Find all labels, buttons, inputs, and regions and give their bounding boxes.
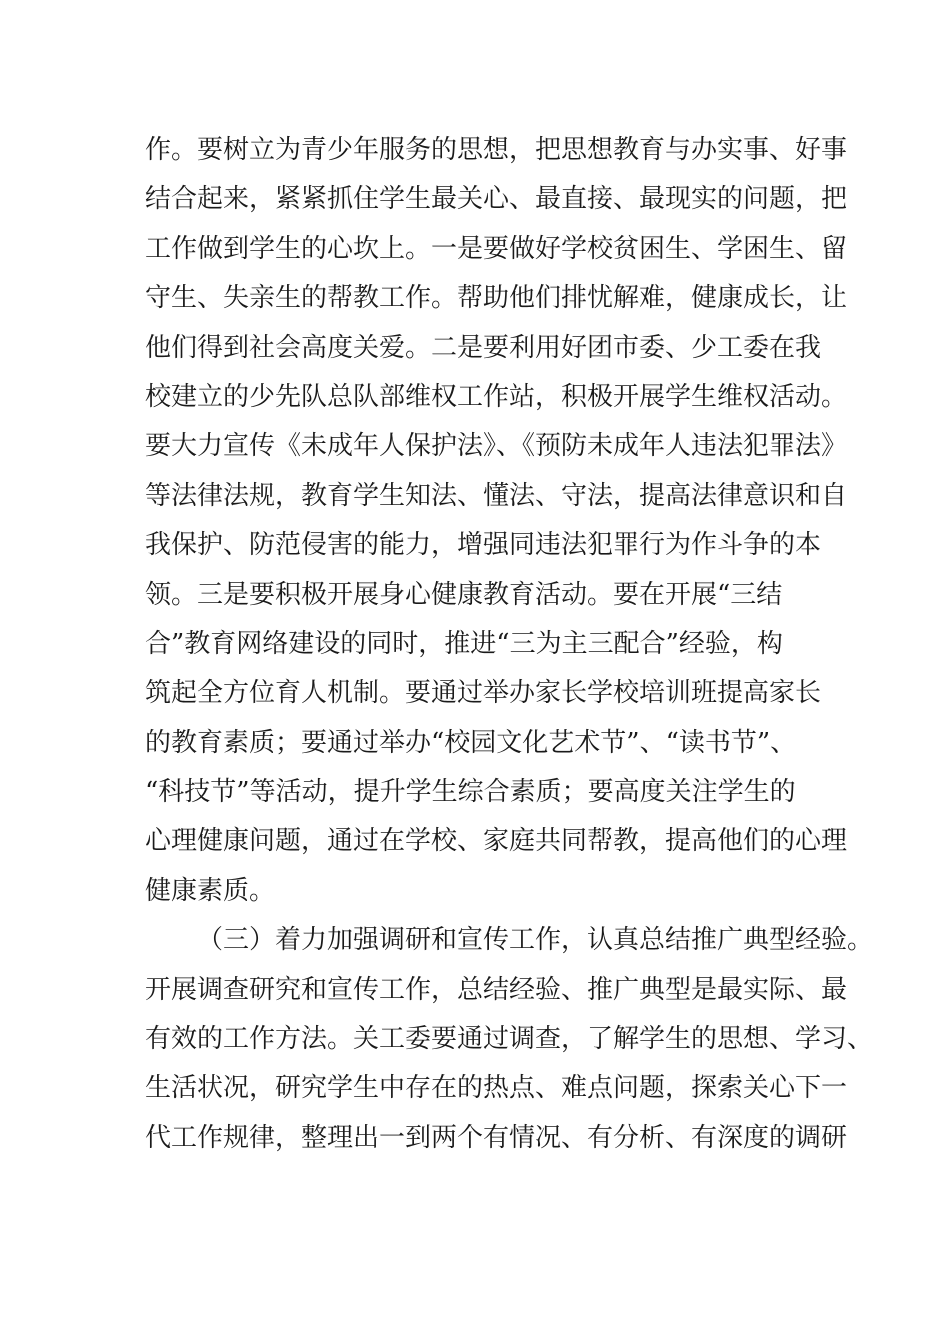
text-line: 心理健康问题，通过在学校、家庭共同帮教，提高他们的心理	[145, 826, 848, 857]
text-line: 合”教育网络建设的同时，推进“三为主三配合”经验，构	[145, 628, 783, 659]
text-line: 代工作规律，整理出一到两个有情况、有分析、有深度的调研	[145, 1122, 848, 1153]
text-line: 结合起来，紧紧抓住学生最关心、最直接、最现实的问题，把	[145, 184, 848, 215]
text-line: “科技节”等活动，提升学生综合素质；要高度关注学生的	[145, 777, 796, 808]
text-line: 领。三是要积极开展身心健康教育活动。要在开展“三结	[145, 579, 783, 610]
text-line: 开展调查研究和宣传工作，总结经验、推广典型是最实际、最	[145, 974, 848, 1005]
text-line: 要大力宣传《未成年人保护法》、《预防未成年人违法犯罪法》	[145, 431, 848, 462]
text-line: 守生、失亲生的帮教工作。帮助他们排忧解难，健康成长，让	[145, 283, 848, 314]
section-heading-line: （三）着力加强调研和宣传工作，认真总结推广典型经验。	[197, 925, 874, 956]
text-line: 健康素质。	[145, 875, 276, 906]
text-line: 的教育素质；要通过举办“校园文化艺术节”、“读书节”、	[145, 727, 797, 758]
document-body	[145, 126, 874, 1163]
text-line: 工作做到学生的心坎上。一是要做好学校贫困生、学困生、留	[145, 233, 848, 264]
text-line: 筑起全方位育人机制。要通过举办家长学校培训班提高家长	[145, 678, 822, 709]
text-line: 有效的工作方法。关工委要通过调查，了解学生的思想、学习、	[145, 1024, 874, 1055]
text-line: 等法律法规，教育学生知法、懂法、守法，提高法律意识和自	[145, 480, 848, 511]
text-line: 校建立的少先队总队部维权工作站，积极开展学生维权活动。	[145, 381, 848, 412]
text-line: 生活状况，研究学生中存在的热点、难点问题，探索关心下一	[145, 1073, 848, 1104]
text-line: 他们得到社会高度关爱。二是要利用好团市委、少工委在我	[145, 332, 822, 363]
text-line: 我保护、防范侵害的能力，增强同违法犯罪行为作斗争的本	[145, 530, 822, 561]
text-line: 作。要树立为青少年服务的思想，把思想教育与办实事、好事	[145, 135, 848, 165]
